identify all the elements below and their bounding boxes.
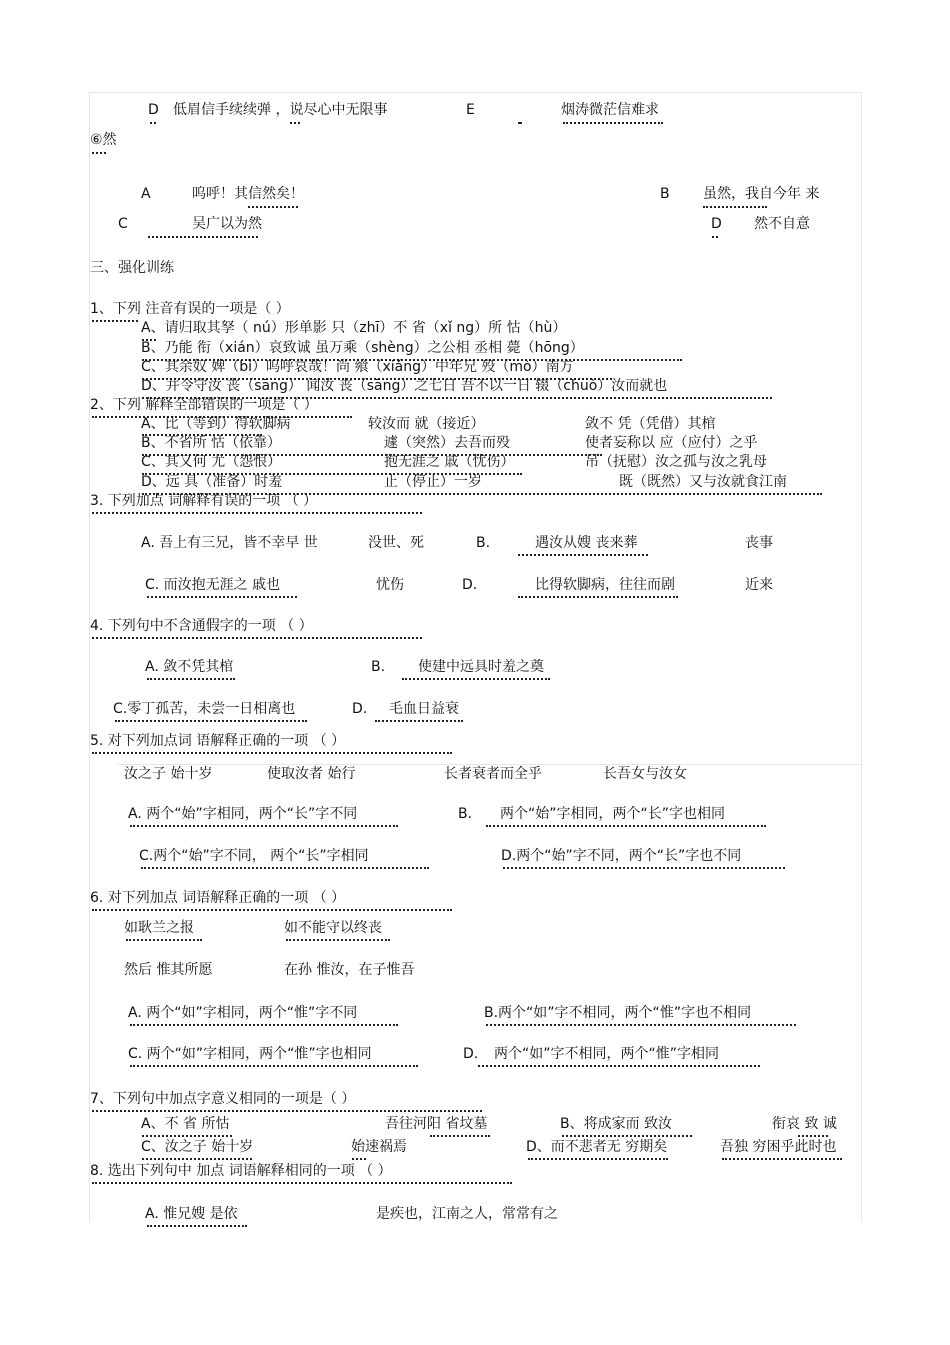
q3-answer-a: 没世、死 bbox=[368, 535, 424, 551]
q3-option-c: C. 而汝抱无涯之 戚也 bbox=[145, 577, 281, 593]
emphasis-dots bbox=[142, 430, 262, 436]
q5-option-b: 两个“始”字相同，两个“长”字也相同 bbox=[500, 806, 726, 822]
emphasis-dots bbox=[115, 716, 307, 722]
q1-option-d: D、并令守汝 丧（sāng） 闻汝 丧（sāng）之七日 吾不以一日 辍（chuò）汝而就也 bbox=[141, 378, 668, 394]
ran-d-letter: D bbox=[711, 216, 722, 232]
emphasis-dots bbox=[375, 716, 463, 722]
emphasis-dots bbox=[486, 821, 766, 827]
emphasis-dots bbox=[290, 118, 300, 124]
emphasis-dots bbox=[92, 633, 422, 639]
emphasis-dots bbox=[248, 202, 298, 208]
q7-b1: B、将成家而 致汝 bbox=[560, 1116, 673, 1132]
q3-option-b: 遇汝从嫂 丧来葬 bbox=[535, 535, 638, 551]
q2-b3: 使者妄称以 应（应付）之乎 bbox=[585, 435, 758, 451]
emphasis-dots bbox=[352, 1154, 366, 1160]
emphasis-dots bbox=[563, 118, 663, 124]
emphasis-dots bbox=[722, 1154, 842, 1160]
emphasis-dots bbox=[147, 674, 235, 680]
emphasis-dots bbox=[92, 1178, 512, 1184]
emphasis-dots bbox=[92, 905, 452, 911]
q7-stem: 7、下列句中加点字意义相同的一项是（ ） bbox=[90, 1091, 356, 1107]
emphasis-dots bbox=[703, 202, 767, 208]
emphasis-dots bbox=[130, 1061, 418, 1067]
q7-a2: 吾往河阳 省坟墓 bbox=[385, 1116, 488, 1132]
q5-sentence-4: 长吾女与汝女 bbox=[603, 766, 687, 782]
q3-option-d: 比得软脚病，往往而剧 bbox=[535, 577, 675, 593]
q4-option-b: 使建中远具时羞之奠 bbox=[418, 659, 544, 675]
q3-d-letter: D. bbox=[462, 577, 478, 593]
q3-b-letter: B. bbox=[476, 535, 491, 551]
q2-c2: 抱无涯之 戚（忧伤） bbox=[384, 454, 515, 470]
emphasis-dots bbox=[518, 118, 522, 124]
q2-a3: 敛不 凭（凭借）其棺 bbox=[585, 416, 716, 432]
ran-d-text: 然不自意 bbox=[754, 216, 810, 232]
q8-stem: 8. 选出下列句中 加点 词语解释相同的一项 （ ） bbox=[90, 1163, 392, 1179]
q4-b-letter: B. bbox=[371, 659, 386, 675]
emphasis-dots bbox=[518, 592, 678, 598]
q5-sentence-2: 使取汝者 始行 bbox=[267, 766, 356, 782]
q6-option-a: A. 两个“如”字相同，两个“惟”字不同 bbox=[128, 1005, 358, 1021]
q2-d1: D、远 具（准备）时羞 bbox=[141, 474, 283, 490]
frame-top bbox=[89, 92, 862, 93]
frame-right bbox=[861, 92, 862, 1222]
section-title: 三、强化训练 bbox=[90, 260, 174, 276]
emphasis-dots bbox=[712, 232, 718, 238]
ran-a-text: 呜呼！其信然矣！ bbox=[192, 186, 304, 202]
option-e-text: 烟涛微茫信难求 bbox=[561, 102, 659, 118]
emphasis-dots bbox=[478, 1061, 760, 1067]
emphasis-dots bbox=[148, 232, 258, 238]
ran-a-letter: A bbox=[141, 186, 151, 202]
q5-option-d: D.两个“始”字不同，两个“长”字也不同 bbox=[501, 848, 742, 864]
q6-sentence-3: 然后 惟其所愿 bbox=[124, 962, 213, 978]
q5-option-c: C.两个“始”字不同， 两个“长”字相同 bbox=[139, 848, 369, 864]
q2-a2: 较汝而 就（接近） bbox=[368, 416, 485, 432]
ran-heading: ⑥然 bbox=[90, 132, 117, 148]
q3-stem: 3. 下列加点 词解释有误的一项 （ ） bbox=[90, 493, 318, 509]
q2-b1: B、不省所 怙（依靠） bbox=[141, 435, 282, 451]
emphasis-dots bbox=[798, 1131, 828, 1137]
q2-d3: 既（既然）又与汝就食江南 bbox=[619, 474, 787, 490]
option-d-letter: D bbox=[148, 102, 159, 118]
q4-option-a: A. 敛不凭其棺 bbox=[145, 659, 234, 675]
q6-d-letter: D. bbox=[463, 1046, 479, 1062]
emphasis-dots bbox=[92, 508, 422, 514]
emphasis-dots bbox=[142, 450, 602, 456]
emphasis-dots bbox=[141, 863, 429, 869]
emphasis-dots bbox=[130, 821, 398, 827]
q7-d1: D、而不悲者无 穷期矣 bbox=[526, 1139, 668, 1155]
q4-stem: 4. 下列句中不含通假字的一项 （ ） bbox=[90, 618, 313, 634]
q7-a1: A、不 省 所怙 bbox=[141, 1116, 230, 1132]
q6-option-c: C. 两个“如”字相同，两个“惟”字也相同 bbox=[128, 1046, 372, 1062]
q6-sentence-4: 在孙 惟汝，在子惟吾 bbox=[284, 962, 415, 978]
q4-option-c: C.零丁孤苦，未尝一日相离也 bbox=[113, 701, 296, 717]
emphasis-dots bbox=[92, 748, 452, 754]
emphasis-dots bbox=[130, 1020, 398, 1026]
q5-option-a: A. 两个“始”字相同，两个“长”字不同 bbox=[128, 806, 358, 822]
q1-option-c: C、其余奴 婢（bì）呜呼哀哉！尚 飨（xiǎng）中年兄 殁（mò）南方 bbox=[141, 359, 574, 375]
q3-answer-b: 丧事 bbox=[745, 535, 773, 551]
q1-option-a: A、请归取其孥（ nú）形单影 只（zhī）不 省（xǐ ng）所 怙（hù） bbox=[141, 320, 567, 336]
emphasis-dots bbox=[528, 1154, 668, 1160]
ran-b-letter: B bbox=[660, 186, 670, 202]
emphasis-dots bbox=[147, 592, 297, 598]
q6-option-b: B.两个“如”字不相同，两个“惟”字也不相同 bbox=[484, 1005, 752, 1021]
q2-b2: 遽（突然）去吾而殁 bbox=[384, 435, 510, 451]
q3-answer-d: 近来 bbox=[745, 577, 773, 593]
emphasis-dots bbox=[147, 1221, 247, 1227]
ran-b-text: 虽然，我自今年 来 bbox=[703, 186, 820, 202]
q5-b-letter: B. bbox=[458, 806, 473, 822]
q6-option-d: 两个“如”字不相同，两个“惟”字相同 bbox=[494, 1046, 720, 1062]
q5-stem: 5. 对下列加点词 语解释正确的一项 （ ） bbox=[90, 733, 346, 749]
q7-b2: 衔哀 致 诚 bbox=[772, 1116, 837, 1132]
emphasis-dots bbox=[562, 1131, 692, 1137]
ran-c-text: 吴广以为然 bbox=[192, 216, 262, 232]
emphasis-dots bbox=[518, 550, 648, 556]
q7-c2: 始速祸焉 bbox=[351, 1139, 407, 1155]
q6-sentence-1: 如耿兰之报 bbox=[124, 920, 194, 936]
q8-option-a-2: 是疾也，江南之人，常常有之 bbox=[376, 1206, 558, 1222]
emphasis-dots bbox=[150, 118, 156, 124]
q3-answer-c: 忧伤 bbox=[376, 577, 404, 593]
emphasis-dots bbox=[286, 935, 390, 941]
option-d-text: 低眉信手续续弹 ，说尽心中无限事 bbox=[173, 102, 388, 118]
emphasis-dots bbox=[503, 863, 785, 869]
q1-option-b: B、乃能 衔（xián）哀致诚 虽万乘（shèng）之公相 丞相 薨（hōng） bbox=[141, 340, 584, 356]
emphasis-dots bbox=[430, 1131, 490, 1137]
q7-d2: 吾独 穷困乎此时也 bbox=[720, 1139, 837, 1155]
emphasis-dots bbox=[142, 1131, 232, 1137]
q5-sentence-1: 汝之子 始十岁 bbox=[124, 766, 213, 782]
q1-stem: 1、下列 注音有误的一项是（ ） bbox=[90, 301, 290, 317]
emphasis-dots bbox=[142, 469, 522, 475]
q6-sentence-2: 如不能守以终丧 bbox=[284, 920, 382, 936]
emphasis-dots bbox=[486, 1020, 796, 1026]
q7-c1: C、汝之子 始十岁 bbox=[141, 1139, 254, 1155]
q2-d2: 止（停止）一岁 bbox=[384, 474, 482, 490]
q2-c1: C、其又何 尤（怨恨） bbox=[141, 454, 282, 470]
emphasis-dots bbox=[92, 316, 138, 322]
emphasis-dots bbox=[402, 674, 550, 680]
q4-option-d: 毛血日益衰 bbox=[389, 701, 459, 717]
emphasis-dots bbox=[92, 148, 106, 154]
q3-option-a: A. 吾上有三兄，皆不幸早 世 bbox=[141, 535, 318, 551]
emphasis-dots bbox=[92, 1106, 482, 1112]
q6-stem: 6. 对下列加点 词语解释正确的一项 （ ） bbox=[90, 890, 346, 906]
q2-c3: 吊（抚慰）汝之孤与汝之乳母 bbox=[585, 454, 767, 470]
emphasis-dots bbox=[126, 935, 202, 941]
q2-a1: A、比（等到）得软脚病 bbox=[141, 416, 291, 432]
option-e-letter: E bbox=[466, 102, 475, 118]
q4-d-letter: D. bbox=[352, 701, 368, 717]
q2-stem: 2、下列 解释全部错误的一项是（ ） bbox=[90, 397, 318, 413]
emphasis-dots bbox=[142, 1154, 252, 1160]
ran-c-letter: C bbox=[118, 216, 128, 232]
q8-option-a: A. 惟兄嫂 是依 bbox=[145, 1206, 238, 1222]
q5-sentence-3: 长者衰者而全乎 bbox=[444, 766, 542, 782]
